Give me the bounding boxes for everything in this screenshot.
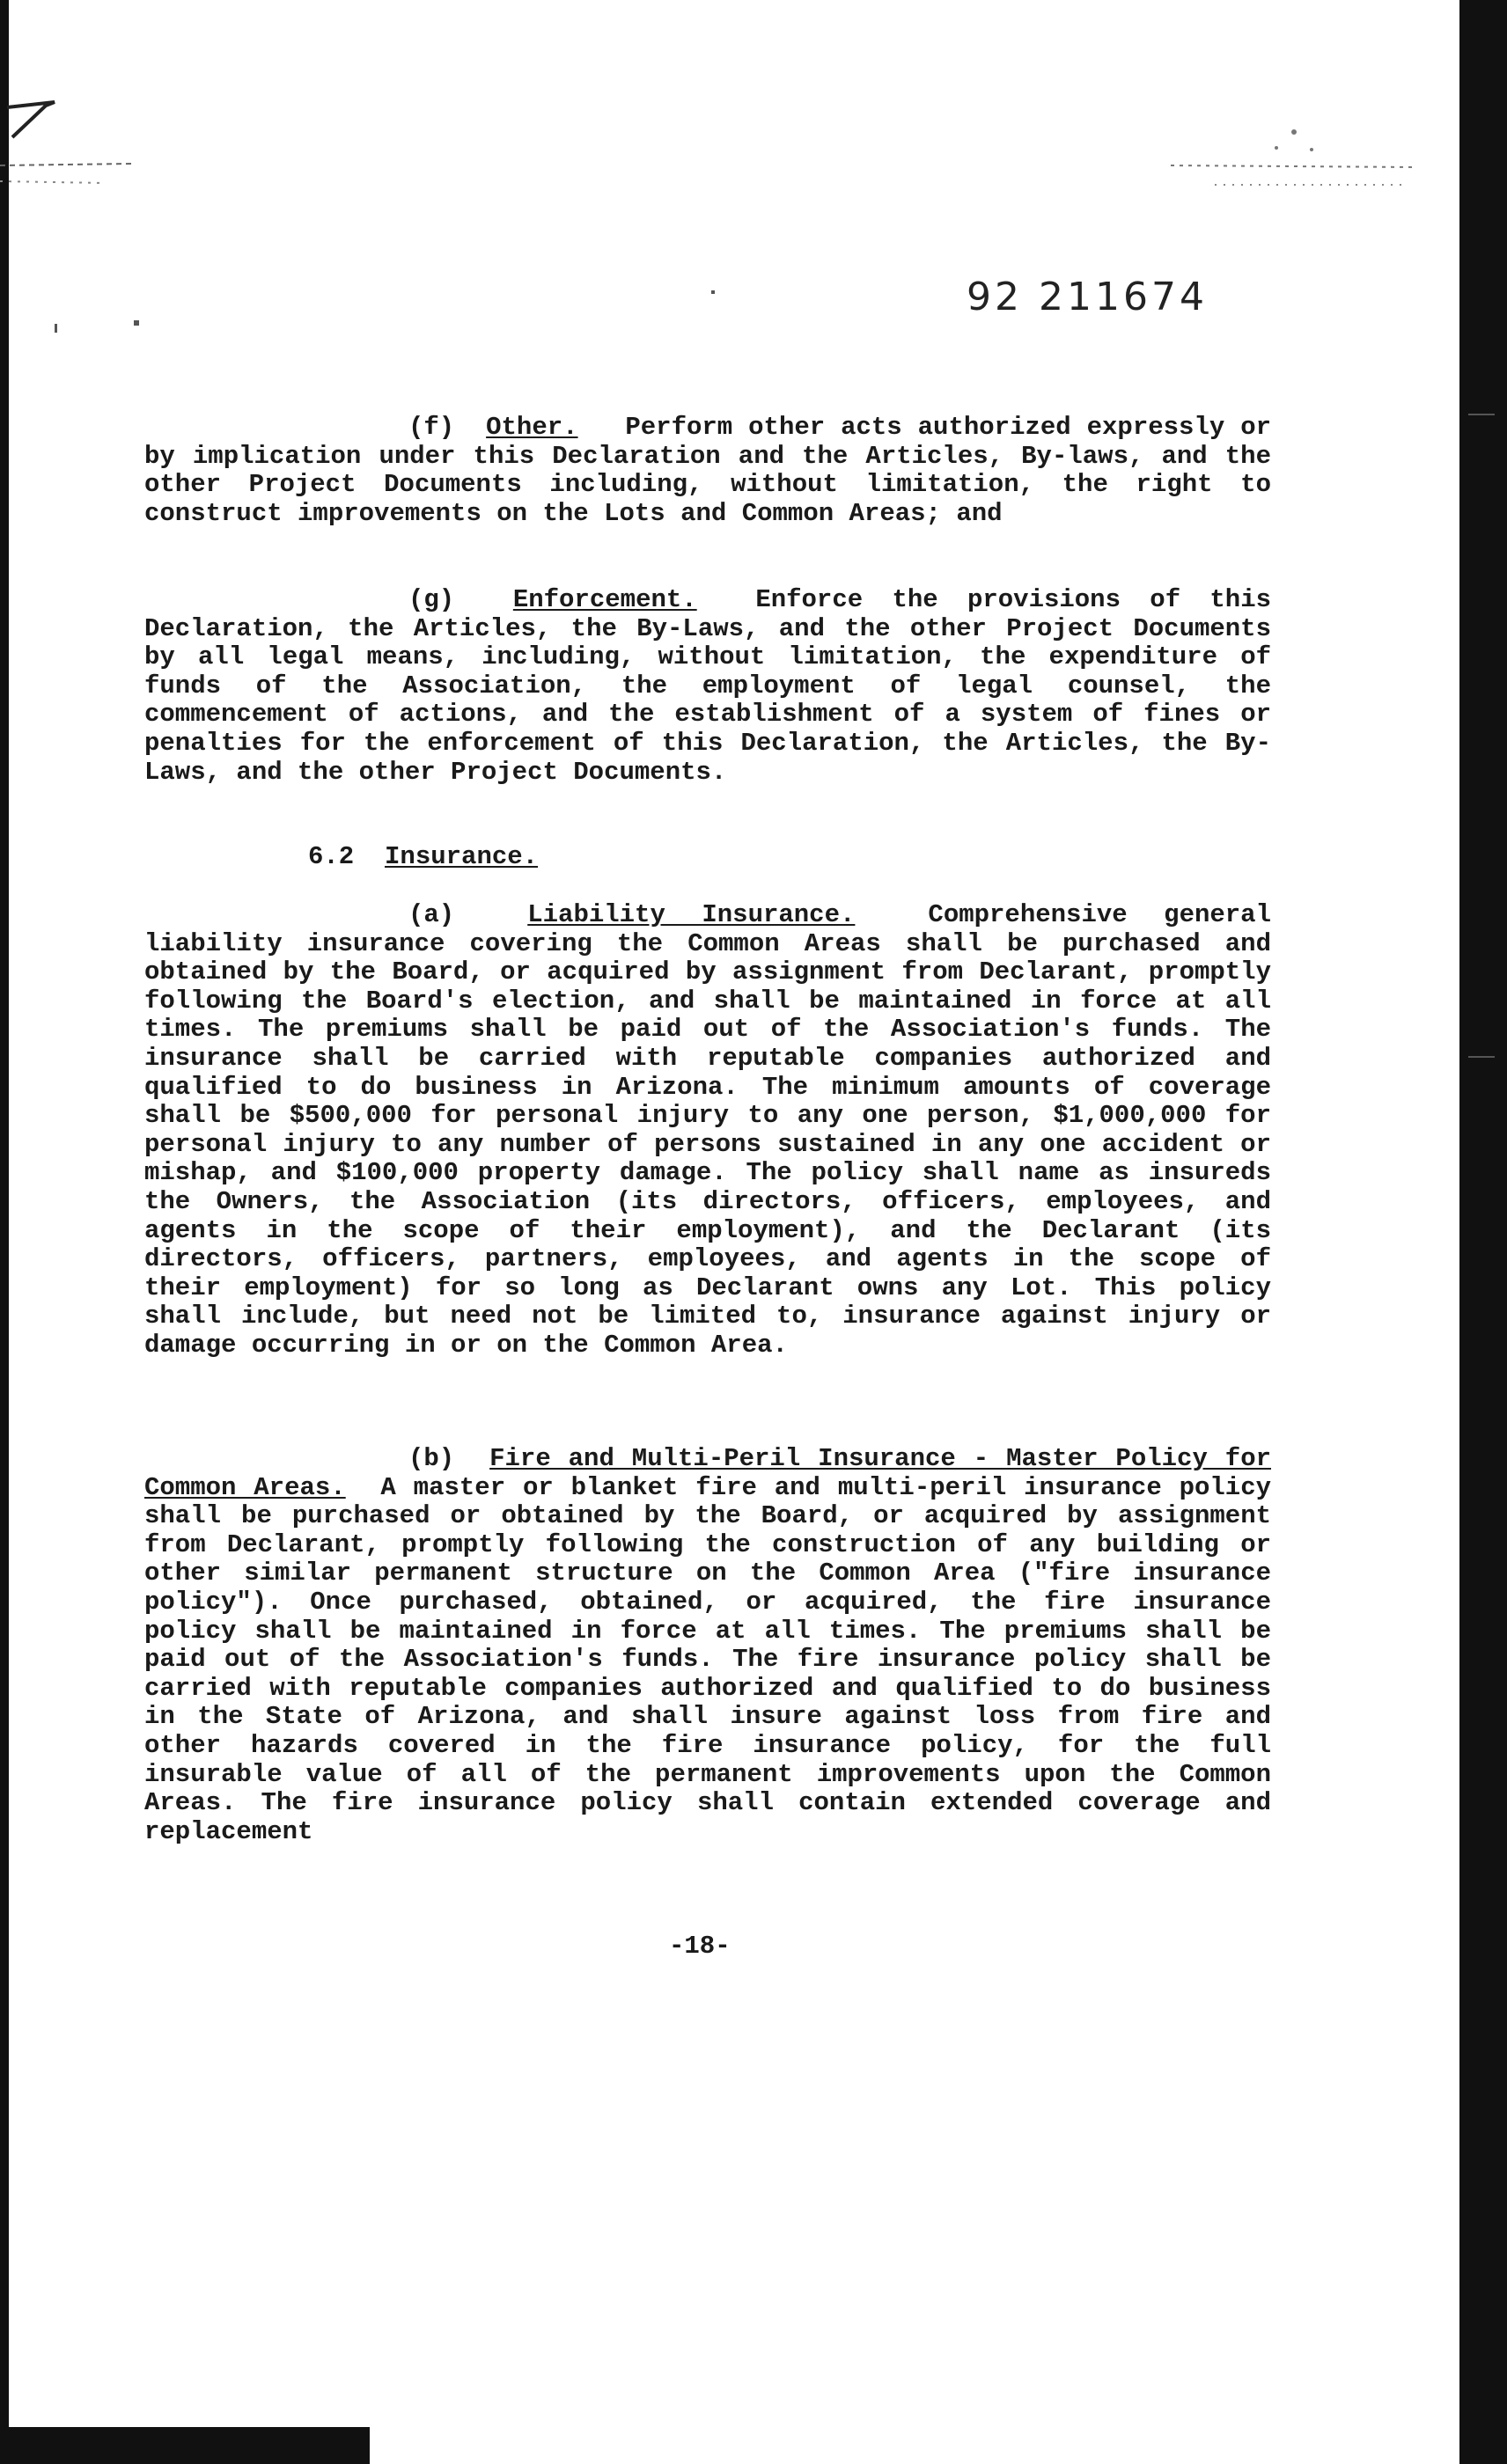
paragraph-b-text: A master or blanket fire and multi-peril insurance policy shall be purchased or obtained by the Board, or acquired by assignment from Declarant, promptly following the construction of any building or other similar permanent structure on the Common Area ("fire insurance policy"). Once purchased, obtained, or acquired, the fire insurance policy shall be maintained in force at all times. The premiums shall be paid out of the Association's funds. The fire insurance policy shall be carried with reputable companies authorized and qualified to do business in the State of Arizona, and shall insure against loss from fire and other hazards covered in the fire insurance policy, for the full insurable value of all of the permanent improvements upon the Common Areas. The fire insurance policy shall contain extended coverage and replacement	[144, 1472, 1271, 1846]
paragraph-f	[144, 414, 1271, 528]
section-heading-insurance	[144, 843, 1271, 872]
paragraph-g	[144, 586, 1271, 787]
paragraph-a-label: (a)	[408, 900, 455, 929]
paragraph-f-text: Perform other acts authorized expressly or by implication under this Declaration and the Articles, By-laws, and the other Project Documents including, without limitation, the right to construct improvements on the Lots and Common Areas; and	[144, 413, 1271, 528]
paragraph-a-title: Liability Insurance.	[527, 900, 856, 929]
scan-artifact-top-right	[1162, 97, 1426, 229]
paragraph-a	[144, 901, 1271, 1360]
document-number: 92 211674	[967, 275, 1208, 319]
scan-border-bottom	[0, 2427, 370, 2464]
paragraph-b-title: Fire and Multi-Peril Insurance - Master Policy for Common Areas.	[144, 1444, 1271, 1502]
paragraph-a-text: Comprehensive general liability insurance covering the Common Areas shall be purchased and obtained by the Board, or acquired by assignment from Declarant, promptly following the Board's election, and shall be maintained in force at all times. The premiums shall be paid out of the Association's funds. The insurance shall be carried with reputable companies authorized and qualified to do business in Arizona. The minimum amounts of coverage shall be $500,000 for personal injury to any one person, $1,000,000 for personal injury to any number of persons sustained in any one accident or mishap, and $100,000 property damage. The policy shall name as insureds the Owners, the Association (its directors, officers, employees, and agents in the scope of their employment), and the Declarant (its directors, officers, partners, employees, and agents in the scope of their employment) for so long as Declarant owns any Lot. This policy shall include, but need not be limited to, insurance against injury or damage occurring in or on the Common Area.	[144, 900, 1271, 1360]
scan-speck	[711, 290, 715, 294]
paragraph-f-label: (f)	[408, 413, 455, 442]
paragraph-g-title: Enforcement.	[512, 585, 697, 614]
section-title: Insurance.	[385, 842, 539, 871]
scan-speck	[1468, 1056, 1495, 1058]
paragraph-g-label: (g)	[408, 585, 455, 614]
page-number: -18-	[669, 1932, 731, 1961]
section-number: 6.2	[308, 842, 355, 871]
paragraph-b	[144, 1445, 1271, 1846]
scan-speck	[1468, 414, 1495, 415]
scan-border-right	[1459, 0, 1507, 2464]
paragraph-b-label: (b)	[408, 1444, 455, 1473]
paragraph-f-title: Other.	[486, 413, 578, 442]
scan-speck	[55, 324, 57, 333]
scan-speck	[134, 320, 139, 326]
paragraph-g-text: Enforce the provisions of this Declaration, the Articles, the By-Laws, and the other Project Documents by all legal means, including, without limitation, the expenditure of funds of the Association, the employment of legal counsel, the commencement of actions, and the establishment of a system of fines or penalties for the enforcement of this Declaration, the Articles, the By-Laws, and the other Project Documents.	[144, 585, 1272, 787]
scan-artifact-top-left	[0, 97, 141, 220]
scan-border-left	[0, 0, 9, 2464]
